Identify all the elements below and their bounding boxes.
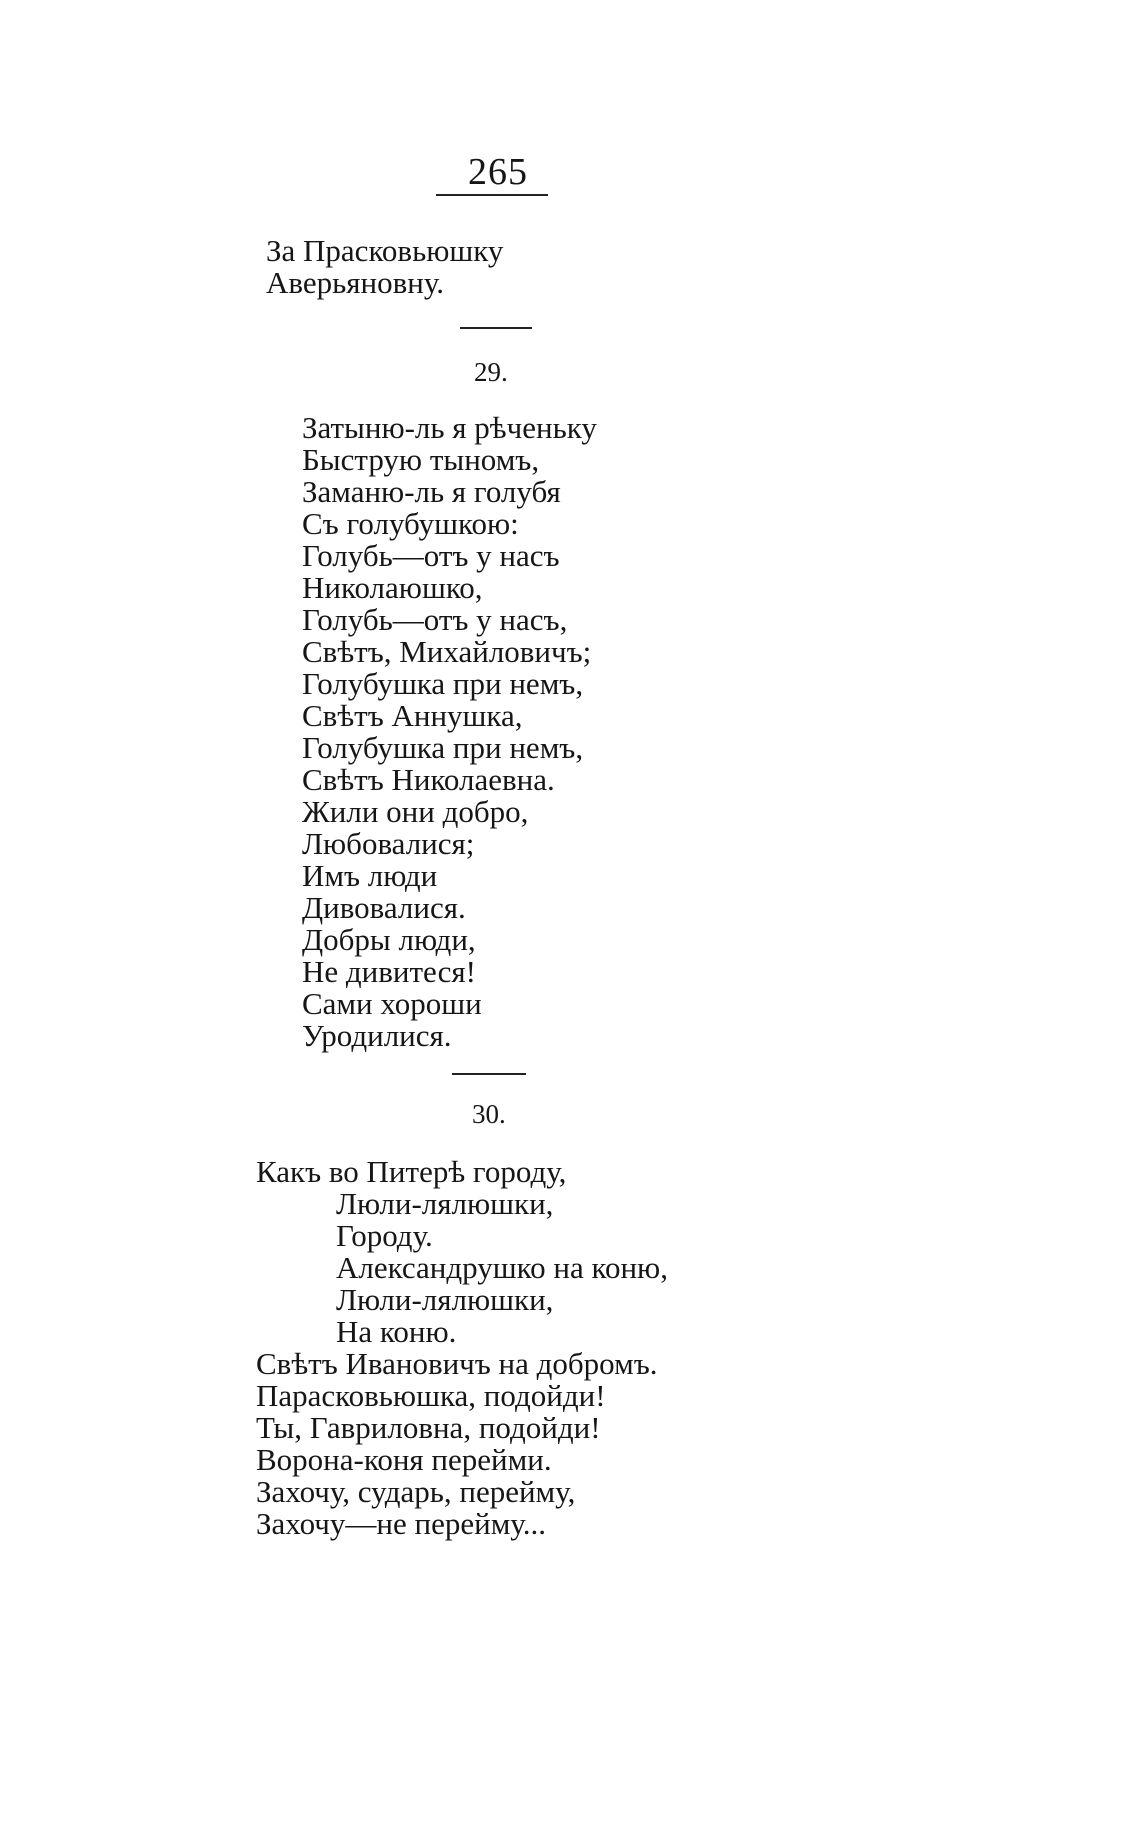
verse-line: Свѣтъ, Михайловичъ; [302, 634, 592, 669]
verse-line: Ты, Гавриловна, подойди! [256, 1410, 601, 1445]
verse-line: Ворона-коня перейми. [256, 1442, 552, 1477]
refrain-line: Городу. [336, 1218, 433, 1253]
verse-line: Голубь—отъ у насъ [302, 538, 560, 573]
refrain-line: На коню. [336, 1314, 457, 1349]
verse-line: Голубушка при немъ, [302, 730, 584, 765]
verse-line: Свѣтъ Николаевна. [302, 762, 555, 797]
verse-line: Николаюшко, [302, 570, 483, 605]
song-30-verse [256, 1156, 668, 1540]
refrain-line: Люли-лялюшки, [336, 1282, 554, 1317]
verse-line: Затыню-ль я рѣченьку [302, 410, 597, 445]
verse-line: За Прасковьюшку [266, 233, 504, 268]
song-29-verse [302, 412, 597, 1052]
page-number-rule [436, 194, 548, 196]
refrain-line: Александрушко на коню, [336, 1250, 668, 1285]
verse-line: Свѣтъ Ивановичъ на добромъ. [256, 1346, 658, 1381]
intro-verse [266, 235, 503, 299]
verse-line: Голубь—отъ у насъ, [302, 602, 568, 637]
verse-line: Любовалися; [302, 826, 475, 861]
verse-line: Дивовалися. [302, 890, 466, 925]
verse-line: Уродилися. [302, 1018, 452, 1053]
verse-line: Заманю-ль я голубя [302, 474, 561, 509]
verse-line: Какъ во Питерѣ городу, [256, 1154, 567, 1189]
verse-line: Свѣтъ Аннушка, [302, 698, 523, 733]
verse-line: Захочу—не перейму... [256, 1506, 546, 1541]
page-number: 265 [468, 151, 528, 193]
song-number: 29. [474, 357, 508, 387]
verse-line: Захочу, сударь, перейму, [256, 1474, 576, 1509]
verse-line: Быструю тыномъ, [302, 442, 540, 477]
verse-line: Добры люди, [302, 922, 476, 957]
verse-line: Съ голубушкою: [302, 506, 519, 541]
verse-line: Сами хороши [302, 986, 482, 1021]
verse-line: Голубушка при немъ, [302, 666, 584, 701]
verse-line: Имъ люди [302, 858, 438, 893]
verse-line: Аверьяновну. [266, 265, 444, 300]
verse-line: Парасковьюшка, подойди! [256, 1378, 606, 1413]
song-number: 30. [472, 1099, 506, 1129]
section-divider [460, 327, 532, 329]
section-divider [452, 1073, 526, 1075]
verse-line: Не дивитеся! [302, 954, 476, 989]
verse-line: Жили они добро, [302, 794, 529, 829]
refrain-line: Люли-лялюшки, [336, 1186, 554, 1221]
